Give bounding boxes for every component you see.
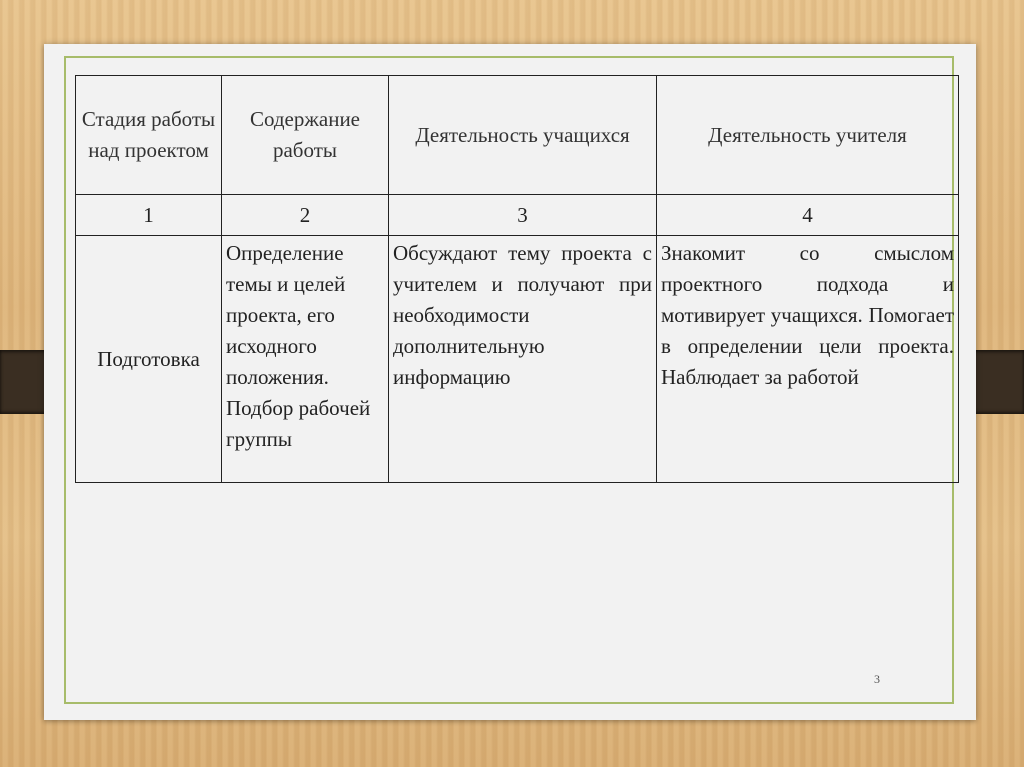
column-number-3: 3 [389, 195, 657, 236]
cell-stage: Подготовка [76, 236, 222, 483]
cell-content: Определение темы и целей проекта, его исходного положения. Подбор рабочей группы [222, 236, 389, 483]
cell-students: Обсуждают тему проекта с учителем и получают при необходимости дополнительную информацию [389, 236, 657, 483]
project-stages-table [75, 75, 959, 483]
cell-teacher: Знакомит со смыслом проектного подхода и мотивирует учащихся. Помогает в определении цели проекта. Наблюдает за работой [657, 236, 959, 483]
table-header-row [76, 76, 959, 195]
table-number-row [76, 195, 959, 236]
column-number-2: 2 [222, 195, 389, 236]
header-stage: Стадия работы над проектом [76, 76, 222, 195]
slide-paper [44, 44, 976, 720]
table-row [76, 236, 959, 483]
column-number-1: 1 [76, 195, 222, 236]
column-number-4: 4 [657, 195, 959, 236]
header-content: Содержание работы [222, 76, 389, 195]
header-students: Деятельность учащихся [389, 76, 657, 195]
page-number: 3 [874, 672, 880, 686]
header-teacher: Деятельность учителя [657, 76, 959, 195]
